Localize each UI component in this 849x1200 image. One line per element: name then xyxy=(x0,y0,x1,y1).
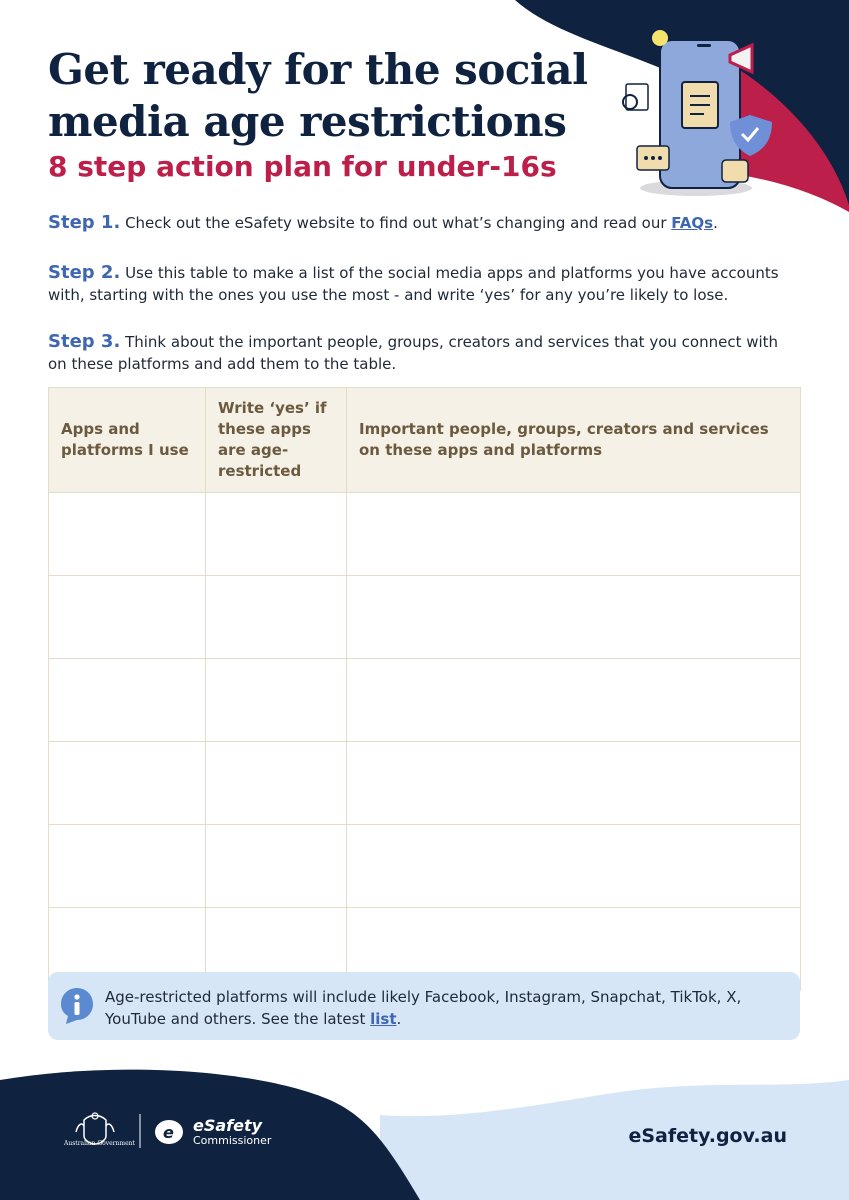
faqs-link[interactable]: FAQs xyxy=(671,214,714,232)
step-3 xyxy=(48,331,798,375)
apps-table xyxy=(48,387,801,991)
website-link[interactable]: eSafety.gov.au xyxy=(628,1125,787,1147)
table-row xyxy=(49,825,801,908)
step-2 xyxy=(48,262,798,306)
step-2-text: Use this table to make a list of the social media apps and platforms you have accounts with, starting with the ones you use the most - and write ‘yes’ for any you’re likely to lose. xyxy=(48,264,779,304)
cell-people[interactable] xyxy=(347,825,801,908)
list-link[interactable]: list xyxy=(370,1010,397,1028)
svg-text:e: e xyxy=(163,1123,174,1142)
table-row xyxy=(49,659,801,742)
page-title: Get ready for the social media age restrictions xyxy=(48,45,588,146)
step-1-text: Check out the eSafety website to find out what’s changing and read our xyxy=(125,214,672,232)
info-end: . xyxy=(396,1010,402,1028)
header-apps-platforms: Apps and platforms I use xyxy=(49,388,206,493)
table-row xyxy=(49,742,801,825)
gov-label: Australian Government xyxy=(64,1140,135,1147)
info-body: Age-restricted platforms will include likely Facebook, Instagram, Snapchat, TikTok, X, YouTube and others. See the latest xyxy=(105,988,742,1028)
cell-yes[interactable] xyxy=(206,825,347,908)
info-box xyxy=(48,972,800,1040)
cell-app[interactable] xyxy=(49,742,206,825)
step-1-label: Step 1. xyxy=(48,212,121,233)
cell-yes[interactable] xyxy=(206,742,347,825)
cell-yes[interactable] xyxy=(206,493,347,576)
step-1-end: . xyxy=(713,214,718,232)
cell-people[interactable] xyxy=(347,493,801,576)
table-row xyxy=(49,576,801,659)
cell-app[interactable] xyxy=(49,576,206,659)
cell-app[interactable] xyxy=(49,659,206,742)
header-age-restricted: Write ‘yes’ if these apps are age-restricted xyxy=(206,388,347,493)
cell-app[interactable] xyxy=(49,825,206,908)
cell-people[interactable] xyxy=(347,659,801,742)
cell-yes[interactable] xyxy=(206,659,347,742)
table-row xyxy=(49,493,801,576)
cell-people[interactable] xyxy=(347,742,801,825)
step-1 xyxy=(48,212,798,234)
info-text xyxy=(105,986,785,1030)
step-2-label: Step 2. xyxy=(48,262,121,283)
esafety-logo-icon xyxy=(155,1120,183,1144)
brand-name: eSafety xyxy=(193,1116,263,1135)
step-3-text: Think about the important people, groups, creators and services that you connect with on these platforms and add them to the table. xyxy=(48,333,779,373)
page-subtitle: 8 step action plan for under-16s xyxy=(48,150,557,183)
cell-yes[interactable] xyxy=(206,576,347,659)
header-important-people: Important people, groups, creators and services on these apps and platforms xyxy=(347,388,801,493)
step-3-label: Step 3. xyxy=(48,331,121,352)
cell-people[interactable] xyxy=(347,576,801,659)
brand-sub: Commissioner xyxy=(193,1134,272,1147)
table-header-row xyxy=(49,388,801,493)
info-icon xyxy=(60,987,94,1025)
cell-app[interactable] xyxy=(49,493,206,576)
